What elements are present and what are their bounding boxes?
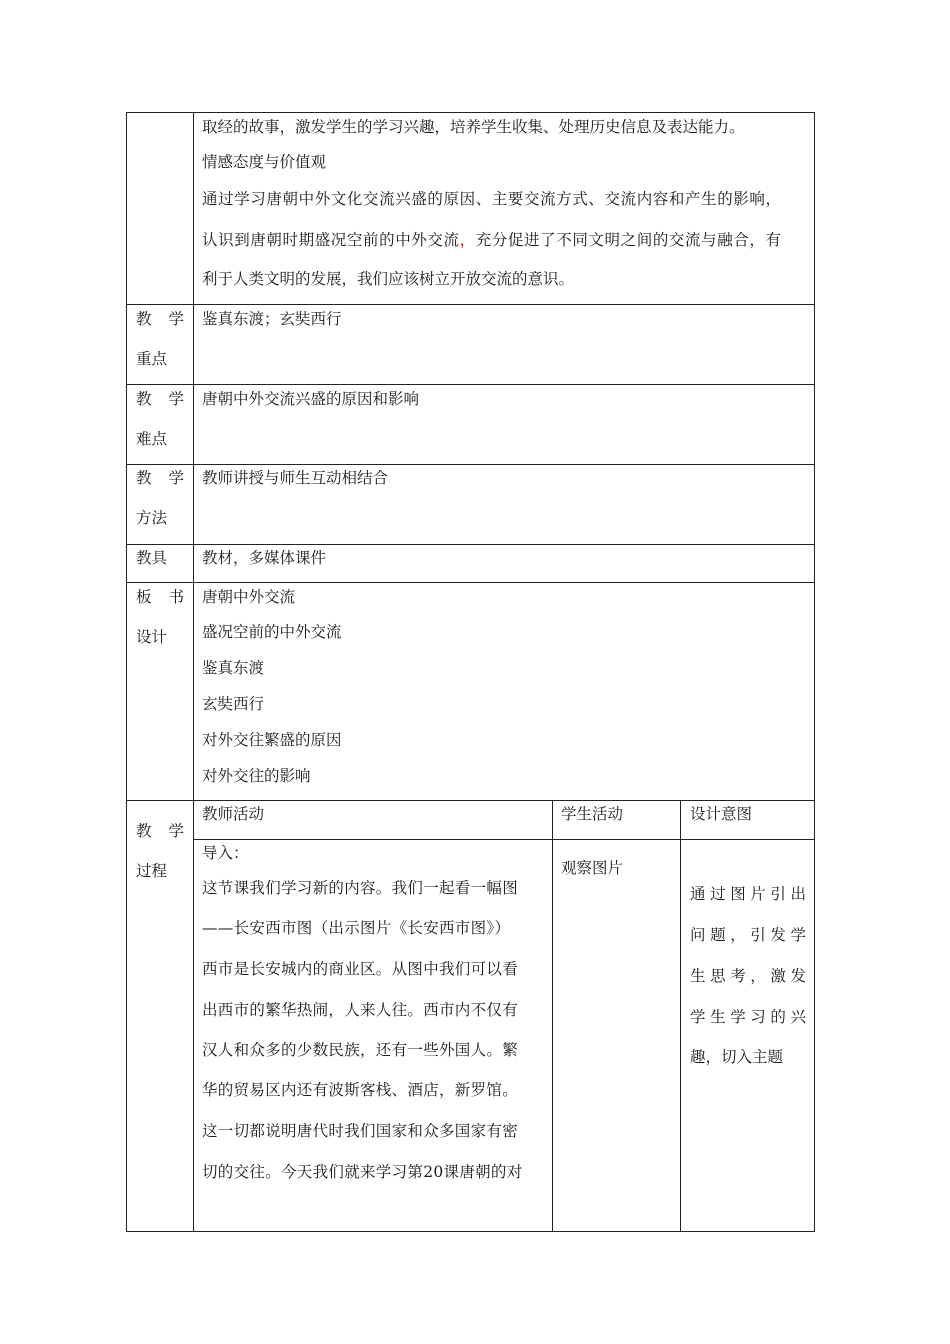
- intent-char: 引: [750, 926, 766, 944]
- column-divider: [193, 112, 194, 1232]
- row-divider: [126, 800, 815, 801]
- intent-char: 的: [770, 1008, 786, 1026]
- intent-char: 生: [690, 967, 706, 985]
- row-content: 鉴真东渡；玄奘西行: [202, 310, 342, 328]
- row-divider: [193, 839, 815, 840]
- row-label: 设计: [136, 628, 168, 646]
- objectives-line: 认识到唐朝时期盛况空前的中外交流，充分促进了不同文明之间的交流与融合，有: [202, 231, 782, 249]
- intent-char: 过: [710, 885, 726, 903]
- teacher-line: 这一切都说明唐代时我们国家和众多国家有密: [202, 1122, 519, 1140]
- row-divider: [126, 464, 815, 465]
- teacher-line: 这节课我们学习新的内容。我们一起看一幅图: [202, 879, 519, 897]
- intent-char: 激: [770, 967, 786, 985]
- objectives-line: 利于人类文明的发展，我们应该树立开放交流的意识。: [202, 270, 575, 288]
- header-design-intent: 设计意图: [690, 805, 753, 823]
- row-label: 教 学: [136, 822, 184, 840]
- row-content: 教师讲授与师生互动相结合: [202, 469, 389, 487]
- row-divider: [126, 384, 815, 385]
- board-item: 对外交往的影响: [202, 767, 311, 785]
- row-label: 过程: [136, 862, 168, 880]
- intent-char: 思: [710, 967, 726, 985]
- board-item: 盛况空前的中外交流: [202, 623, 342, 641]
- intent-char: 学: [690, 1008, 706, 1026]
- intent-char: ，: [750, 967, 766, 985]
- intent-line: [690, 1007, 806, 1027]
- student-activity-text: 观察图片: [561, 859, 624, 877]
- intent-line-last: 趣，切入主题: [690, 1048, 784, 1066]
- column-divider: [814, 112, 815, 1232]
- teacher-line: 导入：: [202, 844, 249, 862]
- row-label: 难点: [136, 430, 168, 448]
- intent-char: ，: [730, 926, 746, 944]
- row-divider: [126, 112, 815, 113]
- board-item: 玄奘西行: [202, 695, 265, 713]
- intent-char: 问: [690, 926, 706, 944]
- header-teacher-activity: 教师活动: [202, 805, 265, 823]
- intent-char: 兴: [790, 1008, 806, 1026]
- intent-char: 习: [750, 1008, 766, 1026]
- row-divider: [126, 1231, 815, 1232]
- row-label: 教 学: [136, 390, 184, 408]
- board-item: 对外交往繁盛的原因: [202, 731, 342, 749]
- intent-line: [690, 884, 806, 904]
- intent-char: 片: [750, 885, 766, 903]
- intent-char: 出: [790, 885, 806, 903]
- header-student-activity: 学生活动: [561, 805, 624, 823]
- intent-char: 学: [730, 1008, 746, 1026]
- teacher-line: 切的交往。今天我们就来学习第20课唐朝的对: [202, 1163, 523, 1181]
- intent-char: 题: [710, 926, 726, 944]
- board-item: 唐朝中外交流: [202, 588, 296, 606]
- column-divider: [126, 112, 127, 1232]
- intent-char: 生: [710, 1008, 726, 1026]
- row-divider: [126, 544, 815, 545]
- row-label: 方法: [136, 509, 168, 527]
- intent-char: 图: [730, 885, 746, 903]
- intent-char: 考: [730, 967, 746, 985]
- row-content: 教材，多媒体课件: [202, 549, 327, 567]
- row-divider: [126, 582, 815, 583]
- teacher-line: 出西市的繁华热闹，人来人往。西市内不仅有: [202, 1001, 519, 1019]
- teacher-line: ——长安西市图（出示图片《长安西市图》）: [202, 919, 511, 937]
- column-divider: [680, 800, 681, 1232]
- intent-char: 发: [790, 967, 806, 985]
- row-label: 重点: [136, 350, 168, 368]
- row-label: 板 书: [136, 588, 184, 606]
- intent-line: [690, 925, 806, 945]
- teacher-line: 西市是长安城内的商业区。从图中我们可以看: [202, 960, 519, 978]
- intent-char: 发: [770, 926, 786, 944]
- objectives-line: 通过学习唐朝中外文化交流兴盛的原因、主要交流方式、交流内容和产生的影响，: [202, 190, 782, 208]
- row-content: 唐朝中外交流兴盛的原因和影响: [202, 390, 420, 408]
- red-punctuation: ，: [459, 231, 476, 249]
- board-item: 鉴真东渡: [202, 659, 265, 677]
- emotion-heading: 情感态度与价值观: [202, 153, 327, 171]
- intent-char: 通: [690, 885, 706, 903]
- column-divider: [552, 800, 553, 1232]
- intent-line: [690, 966, 806, 986]
- row-divider: [126, 304, 815, 305]
- intent-char: 引: [770, 885, 786, 903]
- row-label: 教 学: [136, 310, 184, 328]
- teacher-line: 汉人和众多的少数民族，还有一些外国人。繁: [202, 1041, 519, 1059]
- intent-char: 学: [790, 926, 806, 944]
- objectives-line: 取经的故事，激发学生的学习兴趣，培养学生收集、处理历史信息及表达能力。: [202, 118, 745, 136]
- row-label: 教 学: [136, 469, 184, 487]
- teacher-line: 华的贸易区内还有波斯客栈、酒店，新罗馆。: [202, 1081, 519, 1099]
- row-label: 教具: [136, 549, 168, 567]
